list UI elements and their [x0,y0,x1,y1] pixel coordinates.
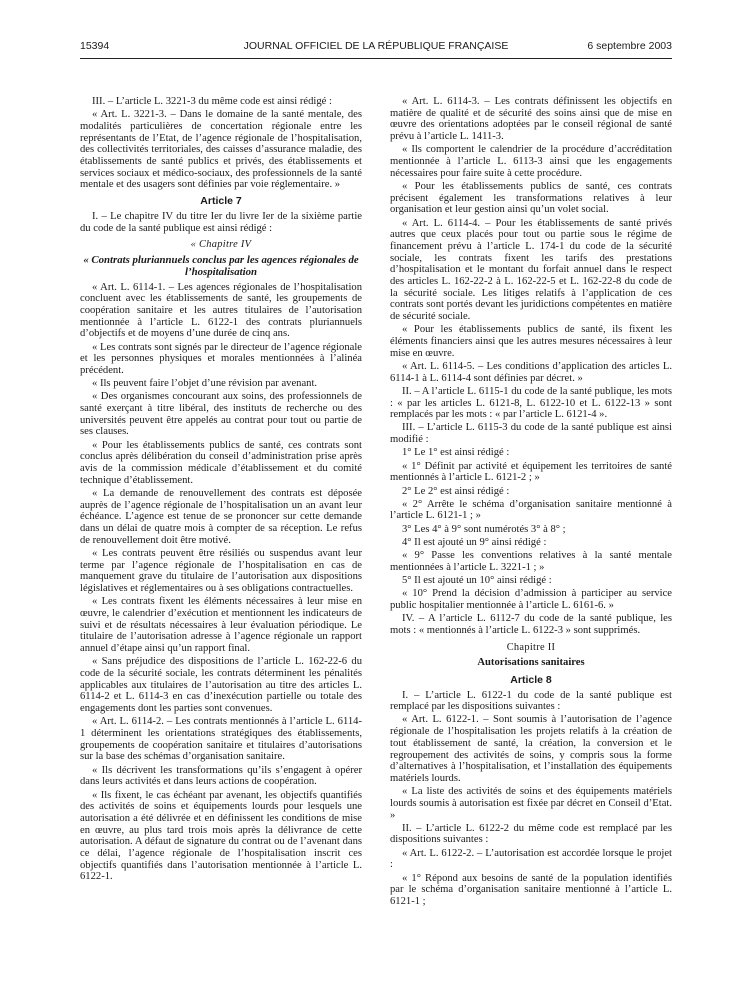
paragraph: « Les contrats sont signés par le directeur de l’agence régionale et les personnes physiques et morales mentionnées à l’alinéa précédent. [80,341,362,376]
paragraph: I. – Le chapitre IV du titre Ier du livre Ier de la sixième partie du code de la santé publique est ainsi rédigé : [80,210,362,234]
paragraph: « Sans préjudice des dispositions de l’article L. 162-22-6 du code de la sécurité sociale, les contrats déterminent les pénalités applicables aux titulaires de l’autorisation au titre des articles L. 6114-2 et L. 6114-3 en cas d’inexécution partielle ou totale des engagements dont les parties sont convenues. [80,656,362,715]
paragraph: « Les contrats peuvent être résiliés ou suspendus avant leur terme par l’agence régionale de l’hospitalisation en cas de manquement grave du titulaire de l’autorisation aux dispositions législatives et réglementaires ou à ses obligations contractuelles. [80,548,362,595]
page-number: 15394 [80,40,110,52]
paragraph: « Ils peuvent faire l’objet d’une révision par avenant. [92,378,318,390]
paragraph: « Art. L. 3221-3. – Dans le domaine de la santé mentale, des modalités particulières de concertation régionale entre les représentants de l’Etat, de l’agence régionale de l’hospitalisation, des collectivités territoriales, des caisses d’assurance maladie, des établissements de santé publics et privés, des établissements et services sociaux et médico-sociaux, des professionnels de la santé mentale et des usagers sont définies par voie réglementaire. » [80,109,362,191]
left-column [80,96,362,885]
paragraph: « Les contrats fixent les éléments nécessaires à leur mise en œuvre, le calendrier d’exécution et mentionnent les indicateurs de suivi et de résultats nécessaires à leur évaluation périodique. Le titulaire de l’autorisation adresse à l’agence régionale un rapport annuel d’étape ainsi qu’un rapport final. [80,596,362,655]
paragraph: « Ils comportent le calendrier de la procédure d’accréditation mentionnée à l’article L. 6113-3 ainsi que les engagements nécessaires pour faire suite à cette procédure. [390,144,672,179]
paragraph: « Pour les établissements publics de santé, ces contrats précisent également les transformations relatives à leur organisation et leur gestion ainsi qu’un volet social. [390,180,672,216]
paragraph: 1° Le 1° est ainsi rédigé : [402,447,510,459]
paragraph: 2° Le 2° est ainsi rédigé : [402,485,510,497]
chapter-title: « Contrats pluriannuels conclus par les agences régionales de l’hospitalisation [83,253,359,278]
article-heading: Article 8 [510,673,552,686]
paragraph: « 1° Répond aux besoins de santé de la population identifiés par le schéma d’organisation sanitaire mentionné à l’article L. 6121-1 ; [390,872,672,907]
article-heading: Article 7 [200,195,242,208]
paragraph: « 9° Passe les conventions relatives à la santé mentale mentionnées à l’article L. 3221-1 ; » [390,550,672,573]
paragraph: « 2° Arrête le schéma d’organisation sanitaire mentionné à l’article L. 6121-1 ; » [390,498,672,522]
paragraph: III. – L’article L. 3221-3 du même code est ainsi rédigé : [92,96,332,107]
paragraph: 4° Il est ajouté un 9° ainsi rédigé : [402,536,547,548]
section-title: Autorisations sanitaires [477,657,585,669]
paragraph: III. – L’article L. 6115-3 du code de la santé publique est ainsi modifié : [390,422,672,446]
paragraph: I. – L’article L. 6122-1 du code de la santé publique est remplacé par les dispositions suivantes : [390,689,672,713]
paragraph: « Des organismes concourant aux soins, des professionnels de santé exerçant à titre libéral, des instituts de recherche ou des universités peuvent être appelés au contrat pour tout ou partie de ses clauses. [80,391,362,438]
header-rule [80,58,672,59]
paragraph: « Art. L. 6114-3. – Les contrats définissent les objectifs en matière de qualité et de sécurité des soins ainsi que de mise en œuvre des orientations adoptées par le conseil régional de santé prévu à l’article L. 1411-3. [390,96,672,143]
right-column [390,96,672,909]
paragraph: « 10° Prend la décision d’admission à participer au service public hospitalier mentionnée à l’article L. 6161-6. » [390,588,672,611]
paragraph: IV. – A l’article L. 6112-7 du code de la santé publique, les mots : « mentionnés à l’article L. 6122-3 » sont supprimés. [390,613,672,636]
paragraph: « Art. L. 6114-5. – Les conditions d’application des articles L. 6114-1 à L. 6114-4 sont définies par décret. » [390,360,672,384]
paragraph: « Art. L. 6114-2. – Les contrats mentionnés à l’article L. 6114-1 déterminent les orientations stratégiques des établissements, groupements de coopération sanitaire et titulaires d’autorisations sur la base des schémas d’organisation sanitaire. [80,716,362,763]
journal-title: JOURNAL OFFICIEL DE LA RÉPUBLIQUE FRANÇAISE [243,40,509,52]
paragraph: « Art. L. 6114-1. – Les agences régionales de l’hospitalisation concluent avec les établissements de santé, les groupements de coopération sanitaire et les autres titulaires de l’autorisation mentionnée à l’article L. 6122-1 des contrats pluriannuels d’objectifs et de moyens d’une durée de cinq ans. [80,281,362,340]
paragraph: « La demande de renouvellement des contrats est déposée auprès de l’agence régionale de l’hospitalisation un an avant leur échéance. L’agence est tenue de se prononcer sur cette demande dans un délai de quatre mois à compter de sa réception. Le refus de renouvellement doit être motivé. [80,487,362,546]
paragraph: « Ils fixent, le cas échéant par avenant, les objectifs quantifiés des activités de soins et équipements lourds pour lesquels une autorisation a été délivrée et en définissent les conditions de mise en œuvre, au plus tard trois mois après la délivrance de cette autorisation. A défaut de signature du contrat ou de l’avenant dans ce délai, l’agence régionale de l’hospitalisation inscrit ces objectifs quantifiés dans l’autorisation mentionnée à l’article L. 6122-1. [80,789,362,883]
paragraph: « Pour les établissements publics de santé, ils fixent les éléments financiers ainsi que les autres mesures nécessaires à leur mise en œuvre. [390,324,672,359]
page-header [80,40,672,56]
paragraph: « Art. L. 6122-2. – L’autorisation est accordée lorsque le projet : [390,847,672,871]
paragraph: « Ils décrivent les transformations qu’ils s’engagent à opérer dans leurs activités et dans leurs actions de coopération. [80,764,362,788]
paragraph: 3° Les 4° à 9° sont numérotés 3° à 8° ; [402,523,566,535]
paragraph: « Art. L. 6114-4. – Pour les établissements de santé privés autres que ceux placés pour tout ou partie sous le régime de financement prévu à l’article L. 174-1 du code de la sécurité sociale, les contrats fixent les tarifs des prestations d’hospitalisation et le montant du forfait annuel dans le respect des articles L. 162-22-2 à L. 162-22-5 et L. 162-22-8 du code de la sécurité sociale. Les litiges relatifs à l’application de ces contrats sont portés devant les juridictions compétentes en matière de sécurité sociale. [390,217,672,323]
chapter-label: « Chapitre IV [190,239,252,251]
chapter-label: Chapitre II [506,642,556,654]
paragraph: II. – L’article L. 6122-2 du même code est remplacé par les dispositions suivantes : [390,822,672,846]
paragraph: « La liste des activités de soins et des équipements matériels lourds soumis à autorisation est fixée par décret en Conseil d’Etat. » [390,786,672,821]
paragraph: 5° Il est ajouté un 10° ainsi rédigé : [402,574,552,586]
paragraph: « Art. L. 6122-1. – Sont soumis à l’autorisation de l’agence régionale de l’hospitalisation les projets relatifs à la création de tout établissement de santé, la création, la conversion et le regroupement des activités de soins, y compris sous la forme d’alternatives à l’hospitalisation, et l’installation des équipements matériels lourds. [390,714,672,784]
paragraph: II. – A l’article L. 6115-1 du code de la santé publique, les mots : « par les articles L. 6121-8, L. 6122-10 et L. 6122-13 » sont remplacés par les mots : « par l’article L. 6121-4 ». [390,385,672,421]
paragraph: « Pour les établissements publics de santé, ces contrats sont conclus après délibération du conseil d’administration prise après avis de la commission médicale d’établissement et du comité technique d’établissement. [80,439,362,486]
publication-date: 6 septembre 2003 [587,40,672,52]
paragraph: « 1° Définit par activité et équipement les territoires de santé mentionnés à l’article L. 6121-2 ; » [390,460,672,484]
